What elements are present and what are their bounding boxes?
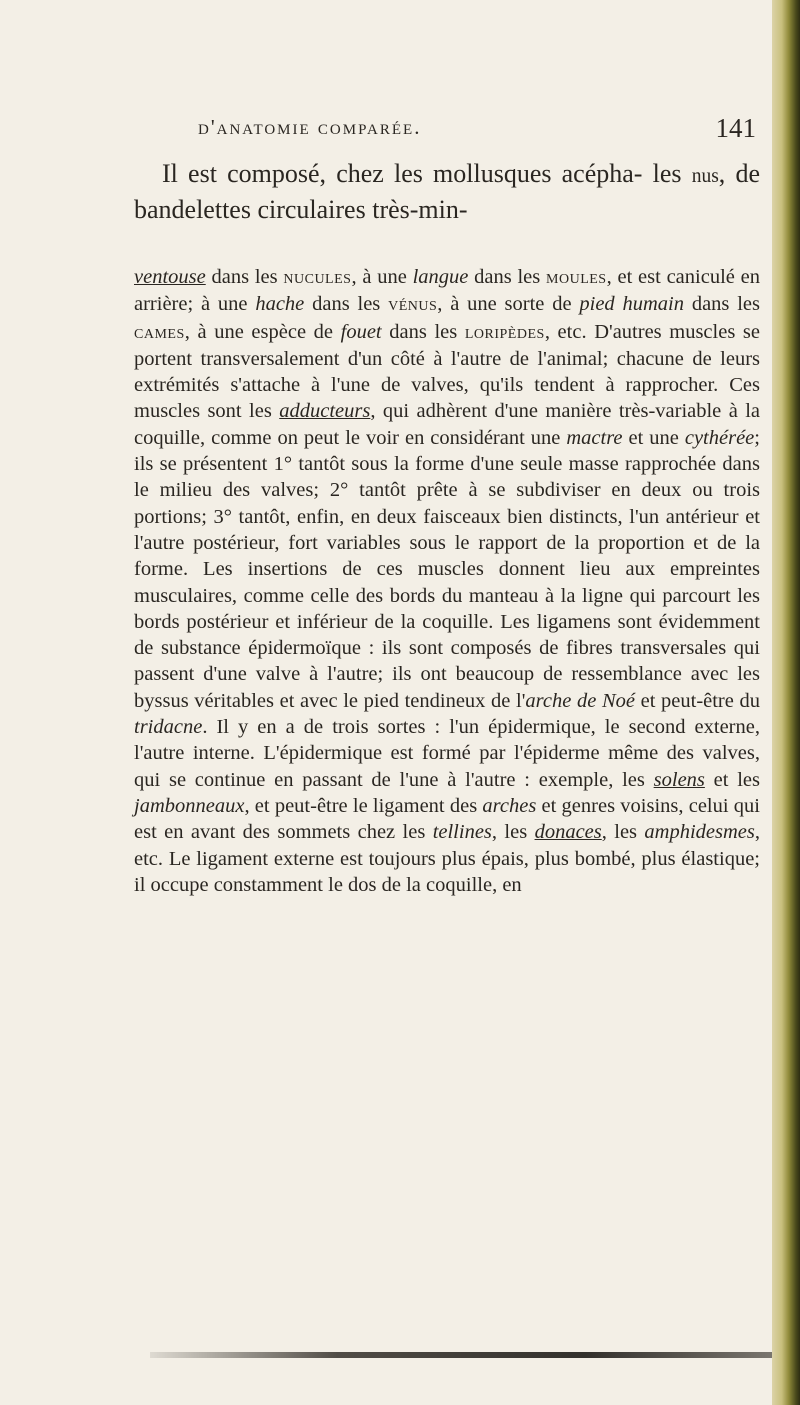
text-span: , qui adhèrent d'une manière très-variable à la coquille, comme on peut le voir en considérant une [134,400,760,449]
term-amphidesmes: amphidesmes [644,821,755,844]
term-jambonneaux: jambonneaux [134,794,245,817]
paragraph-main [134,264,760,898]
text-span: et genres voisins, celui qui est en avant des sommets chez les [134,794,760,844]
term-venus: vénus [388,294,438,316]
term-hache: hache [255,293,305,316]
term-solens: solens [653,768,705,791]
text-span: , à une espèce de [184,320,341,343]
text-span: , à une sorte de [437,293,580,316]
intro-line-1: Il est composé, chez les mollusques acépha- [162,159,643,188]
page-header [136,115,756,155]
term-adducteurs: adducteurs [279,400,371,423]
text-span: , etc. Le ligament externe est toujours plus épais, plus bombé, plus élastique; il occupe constamment le dos de la coquille, en [134,821,760,896]
page-number: 141 [715,113,756,143]
text-span: dans les [684,293,761,316]
term-ventouse: ventouse [134,266,206,288]
text-span: . Il y en a de trois sortes : l'un épidermique, le second externe, l'autre interne. L'épidermique est formé par l'épiderme même des valves, qui se continue en passant de l'une à l'autre : exemple, les [134,716,760,791]
term-cames: cames [134,321,185,343]
paragraph-intro [134,157,760,226]
term-donaces: donaces [534,821,602,844]
term-tellines: tellines [432,821,492,844]
text-span: ; ils se présentent 1° tantôt sous la forme d'une seule masse rapprochée dans le milieu des valves; 2° tantôt prête à se subdiviser en deux ou trois portions; 3° tantôt, enfin, en deux faisceaux bien distincts, l'un antérieur et l'autre postérieur, fort variables sous le rapport de la proportion et de la forme. Les insertions de ces muscles donnent lieu aux empreintes musculaires, comme celle des bords du manteau à la ligne qui parcourt les bords postérieur et inférieur de la coquille. Les ligamens sont évidemment de substance épidermoïque : ils sont composés de fibres transversales qui passent d'une valve à l'autre; ils ont beaucoup de ressemblance avec les byssus véritables et avec le pied tendineux de l' [134,426,760,712]
text-span: dans les [205,266,284,288]
term-nucules: nucules [283,267,352,288]
text-span: dans les [304,293,389,316]
term-cytheree: cythérée [684,426,755,449]
term-arche-de-noe: arche de Noé [525,689,635,712]
text-span: dans les [381,320,465,343]
text-span: et une [622,426,685,449]
bottom-shadow-rule [150,1352,772,1358]
term-langue: langue [412,266,469,288]
term-mactre: mactre [566,426,623,449]
text-span: et les [704,768,760,791]
intro-line-2a: les [652,159,692,188]
page-binding-edge [772,0,800,1405]
term-tridacne: tridacne [134,716,203,739]
term-fouet: fouet [340,320,382,343]
running-head: d'anatomie comparée. [198,115,422,139]
term-pied-humain: pied humain [579,293,685,316]
body-text [134,157,761,896]
intro-line-2b: , de bandelettes circulaires très-min- [134,159,761,224]
term-arches: arches [482,794,537,817]
text-span: et peut-être du [634,689,760,712]
text-span: , et peut-être le ligament des [244,794,483,817]
term-loripedes: loripèdes [464,321,545,343]
term-moules: moules [546,267,607,288]
intro-word-nus: nus [691,166,719,187]
text-span: , etc. D'autres muscles se portent transversalement d'un côté à l'autre de l'animal; chacune de leurs extrémités s'attache à l'une de valves, qu'ils tendent à rapprocher. Ces muscles sont les [134,320,761,423]
text-span: dans les [468,266,547,288]
text-span: , à une [351,266,413,288]
text-span: , les [491,821,535,844]
text-span: , et est caniculé en arrière; à une [134,266,760,316]
text-span: , les [601,821,645,844]
